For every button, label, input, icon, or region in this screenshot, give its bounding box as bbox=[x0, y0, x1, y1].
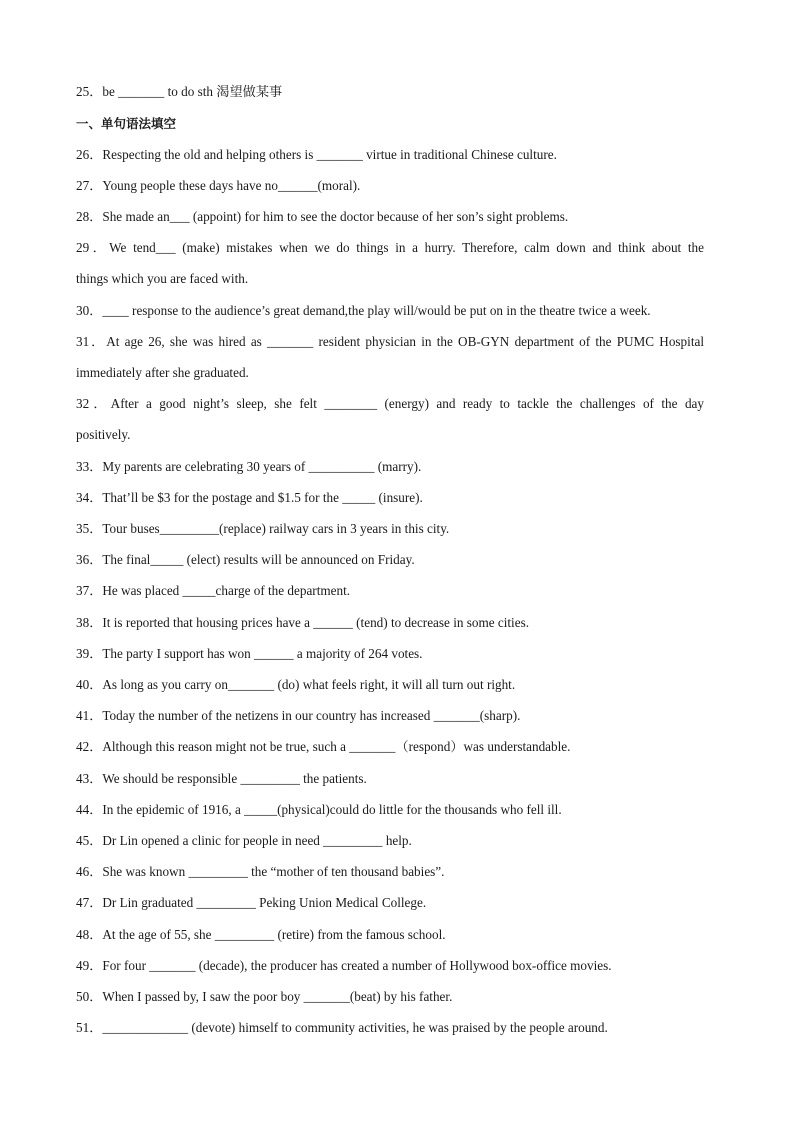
question-50: 50．When I passed by, I saw the poor boy _______(beat) by his father. bbox=[76, 989, 453, 1004]
question-32-line-2: positively. bbox=[76, 427, 131, 442]
question-30: 30．____ response to the audience’s great demand,the play will/would be put on in the theatre twice a week. bbox=[76, 303, 651, 318]
question-31-line-2: immediately after she graduated. bbox=[76, 365, 249, 380]
question-32-line-1: 32．After a good night’s sleep, she felt ________ (energy) and ready to tackle the challenges of the day bbox=[76, 396, 704, 411]
question-36: 36．The final_____ (elect) results will be announced on Friday. bbox=[76, 552, 415, 567]
question-42: 42．Although this reason might not be true, such a _______（respond）was understandable. bbox=[76, 739, 571, 754]
question-27: 27．Young people these days have no______(moral). bbox=[76, 178, 361, 193]
question-51: 51．_____________ (devote) himself to community activities, he was praised by the people around. bbox=[76, 1020, 608, 1035]
question-35: 35．Tour buses_________(replace) railway cars in 3 years in this city. bbox=[76, 521, 450, 536]
question-40: 40．As long as you carry on_______ (do) what feels right, it will all turn out right. bbox=[76, 677, 516, 692]
question-38: 38．It is reported that housing prices have a ______ (tend) to decrease in some cities. bbox=[76, 615, 530, 630]
question-28: 28．She made an___ (appoint) for him to see the doctor because of her son’s sight problems. bbox=[76, 209, 569, 224]
question-46: 46．She was known _________ the “mother of ten thousand babies”. bbox=[76, 864, 445, 879]
question-43: 43．We should be responsible _________ the patients. bbox=[76, 771, 367, 786]
question-48: 48．At the age of 55, she _________ (retire) from the famous school. bbox=[76, 927, 446, 942]
question-29-line-2: things which you are faced with. bbox=[76, 271, 249, 286]
question-39: 39．The party I support has won ______ a majority of 264 votes. bbox=[76, 646, 423, 661]
section-heading: 一、单句语法填空 bbox=[76, 116, 177, 131]
question-41: 41．Today the number of the netizens in our country has increased _______(sharp). bbox=[76, 708, 521, 723]
question-45: 45．Dr Lin opened a clinic for people in need _________ help. bbox=[76, 833, 412, 848]
question-33: 33．My parents are celebrating 30 years of __________ (marry). bbox=[76, 459, 422, 474]
question-44: 44．In the epidemic of 1916, a _____(physical)could do little for the thousands who fell ill. bbox=[76, 802, 562, 817]
question-25: 25．be _______ to do sth 渴望做某事 bbox=[76, 84, 283, 99]
question-47: 47．Dr Lin graduated _________ Peking Union Medical College. bbox=[76, 895, 427, 910]
question-29-line-1: 29．We tend___ (make) mistakes when we do things in a hurry. Therefore, calm down and think about the bbox=[76, 240, 704, 255]
question-49: 49．For four _______ (decade), the producer has created a number of Hollywood box-office movies. bbox=[76, 958, 612, 973]
question-37: 37．He was placed _____charge of the department. bbox=[76, 583, 351, 598]
question-26: 26．Respecting the old and helping others is _______ virtue in traditional Chinese culture. bbox=[76, 147, 557, 162]
question-31-line-1: 31．At age 26, she was hired as _______ resident physician in the OB-GYN department of the PUMC Hospital bbox=[76, 334, 704, 349]
question-34: 34．That’ll be $3 for the postage and $1.5 for the _____ (insure). bbox=[76, 490, 423, 505]
